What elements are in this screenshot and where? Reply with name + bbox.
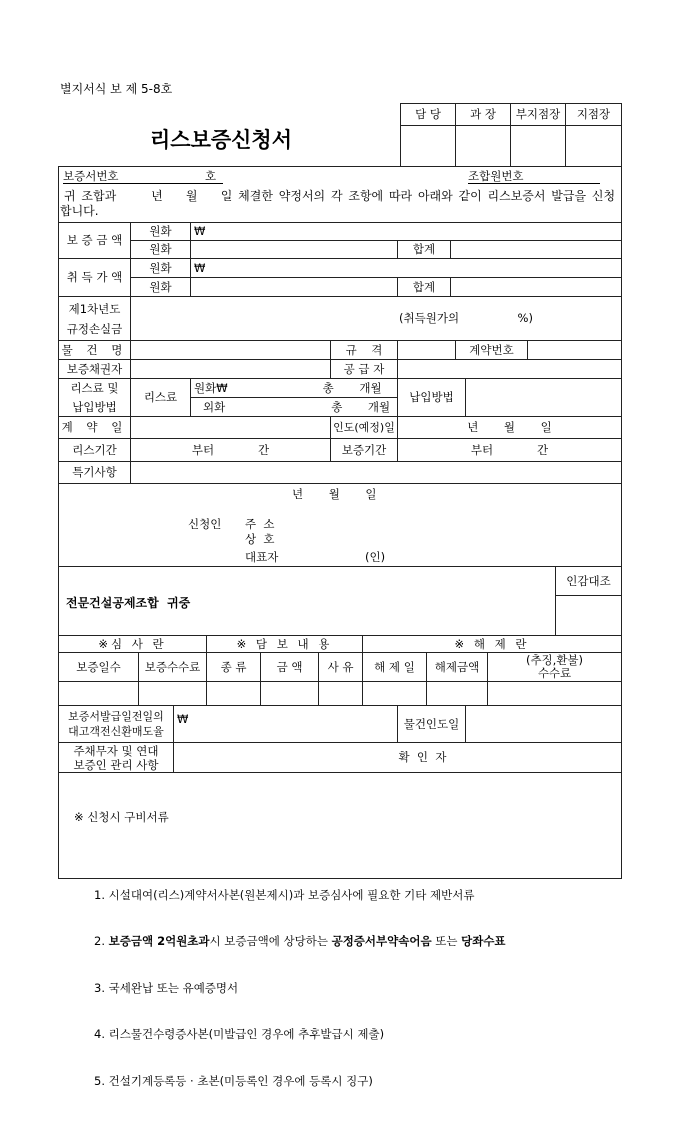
stipulated-loss-label-1: 제1차년도 xyxy=(68,301,121,316)
approval-header-manager: 과 장 xyxy=(455,103,511,126)
column-type: 종 류 xyxy=(206,652,261,682)
debtor-management-field[interactable] xyxy=(173,742,622,773)
creditor-field[interactable] xyxy=(130,359,331,379)
total-label: 합계 xyxy=(397,240,451,259)
special-notes-label: 특기사항 xyxy=(58,461,131,484)
contract-date-field[interactable] xyxy=(130,416,331,439)
seal-check-label: 인감대조 xyxy=(555,566,622,596)
acquisition-amount-field[interactable] xyxy=(190,277,398,297)
representative-label: 대표자 xyxy=(245,550,279,564)
stipulated-loss-label-2: 규정손실금 xyxy=(66,321,123,336)
guarantee-period-label: 보증기간 xyxy=(330,438,398,462)
form-number: 별지서식 보 제 5-8호 xyxy=(60,82,173,96)
required-document-item: 2. 보증금액 2억원초과시 보증금액에 상당하는 공정증서부약속어음 또는 당좌수표 xyxy=(94,934,506,948)
application-date: 년 월 일 xyxy=(292,487,377,501)
guarantee-amount-label: 보 증 금 액 xyxy=(58,222,131,259)
item-delivery-field[interactable] xyxy=(465,705,622,743)
exchange-rate-field[interactable]: ₩ xyxy=(173,705,398,743)
column-release-amount: 해제금액 xyxy=(426,652,488,682)
column-fee xyxy=(487,652,622,682)
ho-label: 호 xyxy=(205,169,217,183)
contract-date-label: 계 약 일 xyxy=(58,416,131,439)
confirmer-label: 확 인 자 xyxy=(398,750,447,764)
address-label: 주 소 xyxy=(245,517,275,531)
guarantee-fee-cell[interactable] xyxy=(138,681,207,706)
required-documents-title: ※ 신청시 구비서류 xyxy=(74,810,169,824)
guarantee-no-label: 보증서번호 xyxy=(63,169,119,183)
release-section-header: ※ 해 제 란 xyxy=(362,635,622,653)
debtor-management-label-2: 보증인 관리 사항 xyxy=(73,757,159,772)
release-amount-cell[interactable] xyxy=(426,681,488,706)
lease-period-field[interactable]: 부터 간 xyxy=(130,438,331,462)
company-label: 상 호 xyxy=(245,532,275,546)
spec-label: 규 격 xyxy=(330,340,398,360)
guarantee-total-field[interactable] xyxy=(450,240,622,259)
payment-method-label: 납입방법 xyxy=(397,378,466,417)
seal-check-field[interactable] xyxy=(555,595,622,636)
fee-cell[interactable] xyxy=(487,681,622,706)
reason-cell[interactable] xyxy=(318,681,363,706)
lease-fee-foreign-field[interactable]: 외화 총 개월 xyxy=(190,397,398,417)
column-release-date: 해 제 일 xyxy=(362,652,427,682)
creditor-label: 보증채권자 xyxy=(58,359,131,379)
approval-sign-deputy[interactable] xyxy=(510,125,566,167)
won-label: 원화 xyxy=(130,240,191,259)
collateral-section-header: ※ 담 보 내 용 xyxy=(206,635,363,653)
type-cell[interactable] xyxy=(206,681,261,706)
contract-no-field[interactable] xyxy=(527,340,622,360)
lease-fee-label: 리스료 xyxy=(130,378,191,417)
debtor-management-label xyxy=(58,742,174,773)
exchange-rate-label-1: 보증서발급일전일의 xyxy=(68,710,164,723)
item-name-field[interactable] xyxy=(130,340,331,360)
approval-sign-staff[interactable] xyxy=(400,125,456,167)
lease-fee-payment-label-1: 리스료 및 xyxy=(70,380,119,395)
column-fee-line-1: (추징,환불) xyxy=(525,653,584,667)
required-document-item: 1. 시설대여(리스)계약서사본(원본제시)과 보증심사에 필요한 기타 제반서류 xyxy=(94,887,475,902)
seal-mark: (인) xyxy=(365,550,386,564)
delivery-date-field[interactable]: 년 월 일 xyxy=(397,416,622,439)
payment-method-field[interactable] xyxy=(465,378,622,417)
approval-sign-branch[interactable] xyxy=(565,125,622,167)
item-delivery-label: 물건인도일 xyxy=(397,705,466,743)
column-fee-line-2: 수수료 xyxy=(537,666,572,680)
guarantee-won-field[interactable]: ₩ xyxy=(190,222,622,241)
item-name-label: 물 건 명 xyxy=(58,340,131,360)
acquisition-amount-label: 취 득 가 액 xyxy=(58,258,131,297)
page-title: 리스보증신청서 xyxy=(150,127,293,152)
stipulated-loss-label xyxy=(58,296,131,341)
spec-field[interactable] xyxy=(397,340,456,360)
contract-no-label: 계약번호 xyxy=(455,340,528,360)
member-no-field[interactable] xyxy=(468,168,600,184)
approval-header-branch: 지점장 xyxy=(565,103,622,126)
required-document-item: 4. 리스물건수령증사본(미발급인 경우에 추후발급시 제출) xyxy=(94,1027,385,1041)
member-no-label: 조합원번호 xyxy=(468,169,524,183)
guarantee-no-field[interactable] xyxy=(63,168,223,184)
addressee: 전문건설공제조합 귀중 xyxy=(66,596,191,610)
total-label: 합계 xyxy=(397,277,451,297)
exchange-rate-label xyxy=(58,705,174,743)
required-document-item: 5. 건설기계등록등 · 초본(미등록인 경우에 등록시 징구) xyxy=(94,1073,373,1088)
special-notes-field[interactable] xyxy=(130,461,622,484)
required-documents xyxy=(74,779,506,1136)
approval-sign-manager[interactable] xyxy=(455,125,511,167)
acquisition-won-field[interactable]: ₩ xyxy=(190,258,622,278)
lease-fee-payment-label-2: 납입방법 xyxy=(72,399,117,414)
loss-percent-note: (취득원가의 %) xyxy=(399,311,533,325)
won-label: 원화 xyxy=(130,222,191,241)
column-reason: 사 유 xyxy=(318,652,363,682)
review-section-header: ※심 사 란 xyxy=(58,635,207,653)
lease-fee-payment-label xyxy=(58,378,131,417)
won-label: 원화 xyxy=(130,277,191,297)
column-guarantee-days: 보증일수 xyxy=(58,652,139,682)
intro-text: 귀 조합과 년 월 일 체결한 약정서의 각 조항에 따라 아래와 같이 리스보증서 발급을 신청합니다. xyxy=(60,189,616,218)
release-date-cell[interactable] xyxy=(362,681,427,706)
guarantee-period-field[interactable]: 부터 간 xyxy=(397,438,622,462)
required-document-item: 3. 국세완납 또는 유예증명서 xyxy=(94,980,239,995)
supplier-label: 공 급 자 xyxy=(330,359,398,379)
column-guarantee-fee: 보증수수료 xyxy=(138,652,207,682)
acquisition-total-field[interactable] xyxy=(450,277,622,297)
supplier-field[interactable] xyxy=(397,359,622,379)
applicant-label: 신청인 xyxy=(188,517,222,531)
approval-header-staff: 담 당 xyxy=(400,103,456,126)
guarantee-days-cell[interactable] xyxy=(58,681,139,706)
stipulated-loss-field[interactable] xyxy=(130,296,622,341)
lease-period-label: 리스기간 xyxy=(58,438,131,462)
delivery-date-label: 인도(예정)일 xyxy=(330,416,398,439)
debtor-management-label-1: 주채무자 및 연대 xyxy=(73,743,159,758)
exchange-rate-label-2: 대고객전신환매도율 xyxy=(68,725,164,738)
guarantee-amount-field[interactable] xyxy=(190,240,398,259)
column-amount: 금 액 xyxy=(260,652,319,682)
approval-header-deputy: 부지점장 xyxy=(510,103,566,126)
amount-cell[interactable] xyxy=(260,681,319,706)
won-label: 원화 xyxy=(130,258,191,278)
lease-fee-won-field[interactable]: 원화₩ 총 개월 xyxy=(190,378,398,398)
